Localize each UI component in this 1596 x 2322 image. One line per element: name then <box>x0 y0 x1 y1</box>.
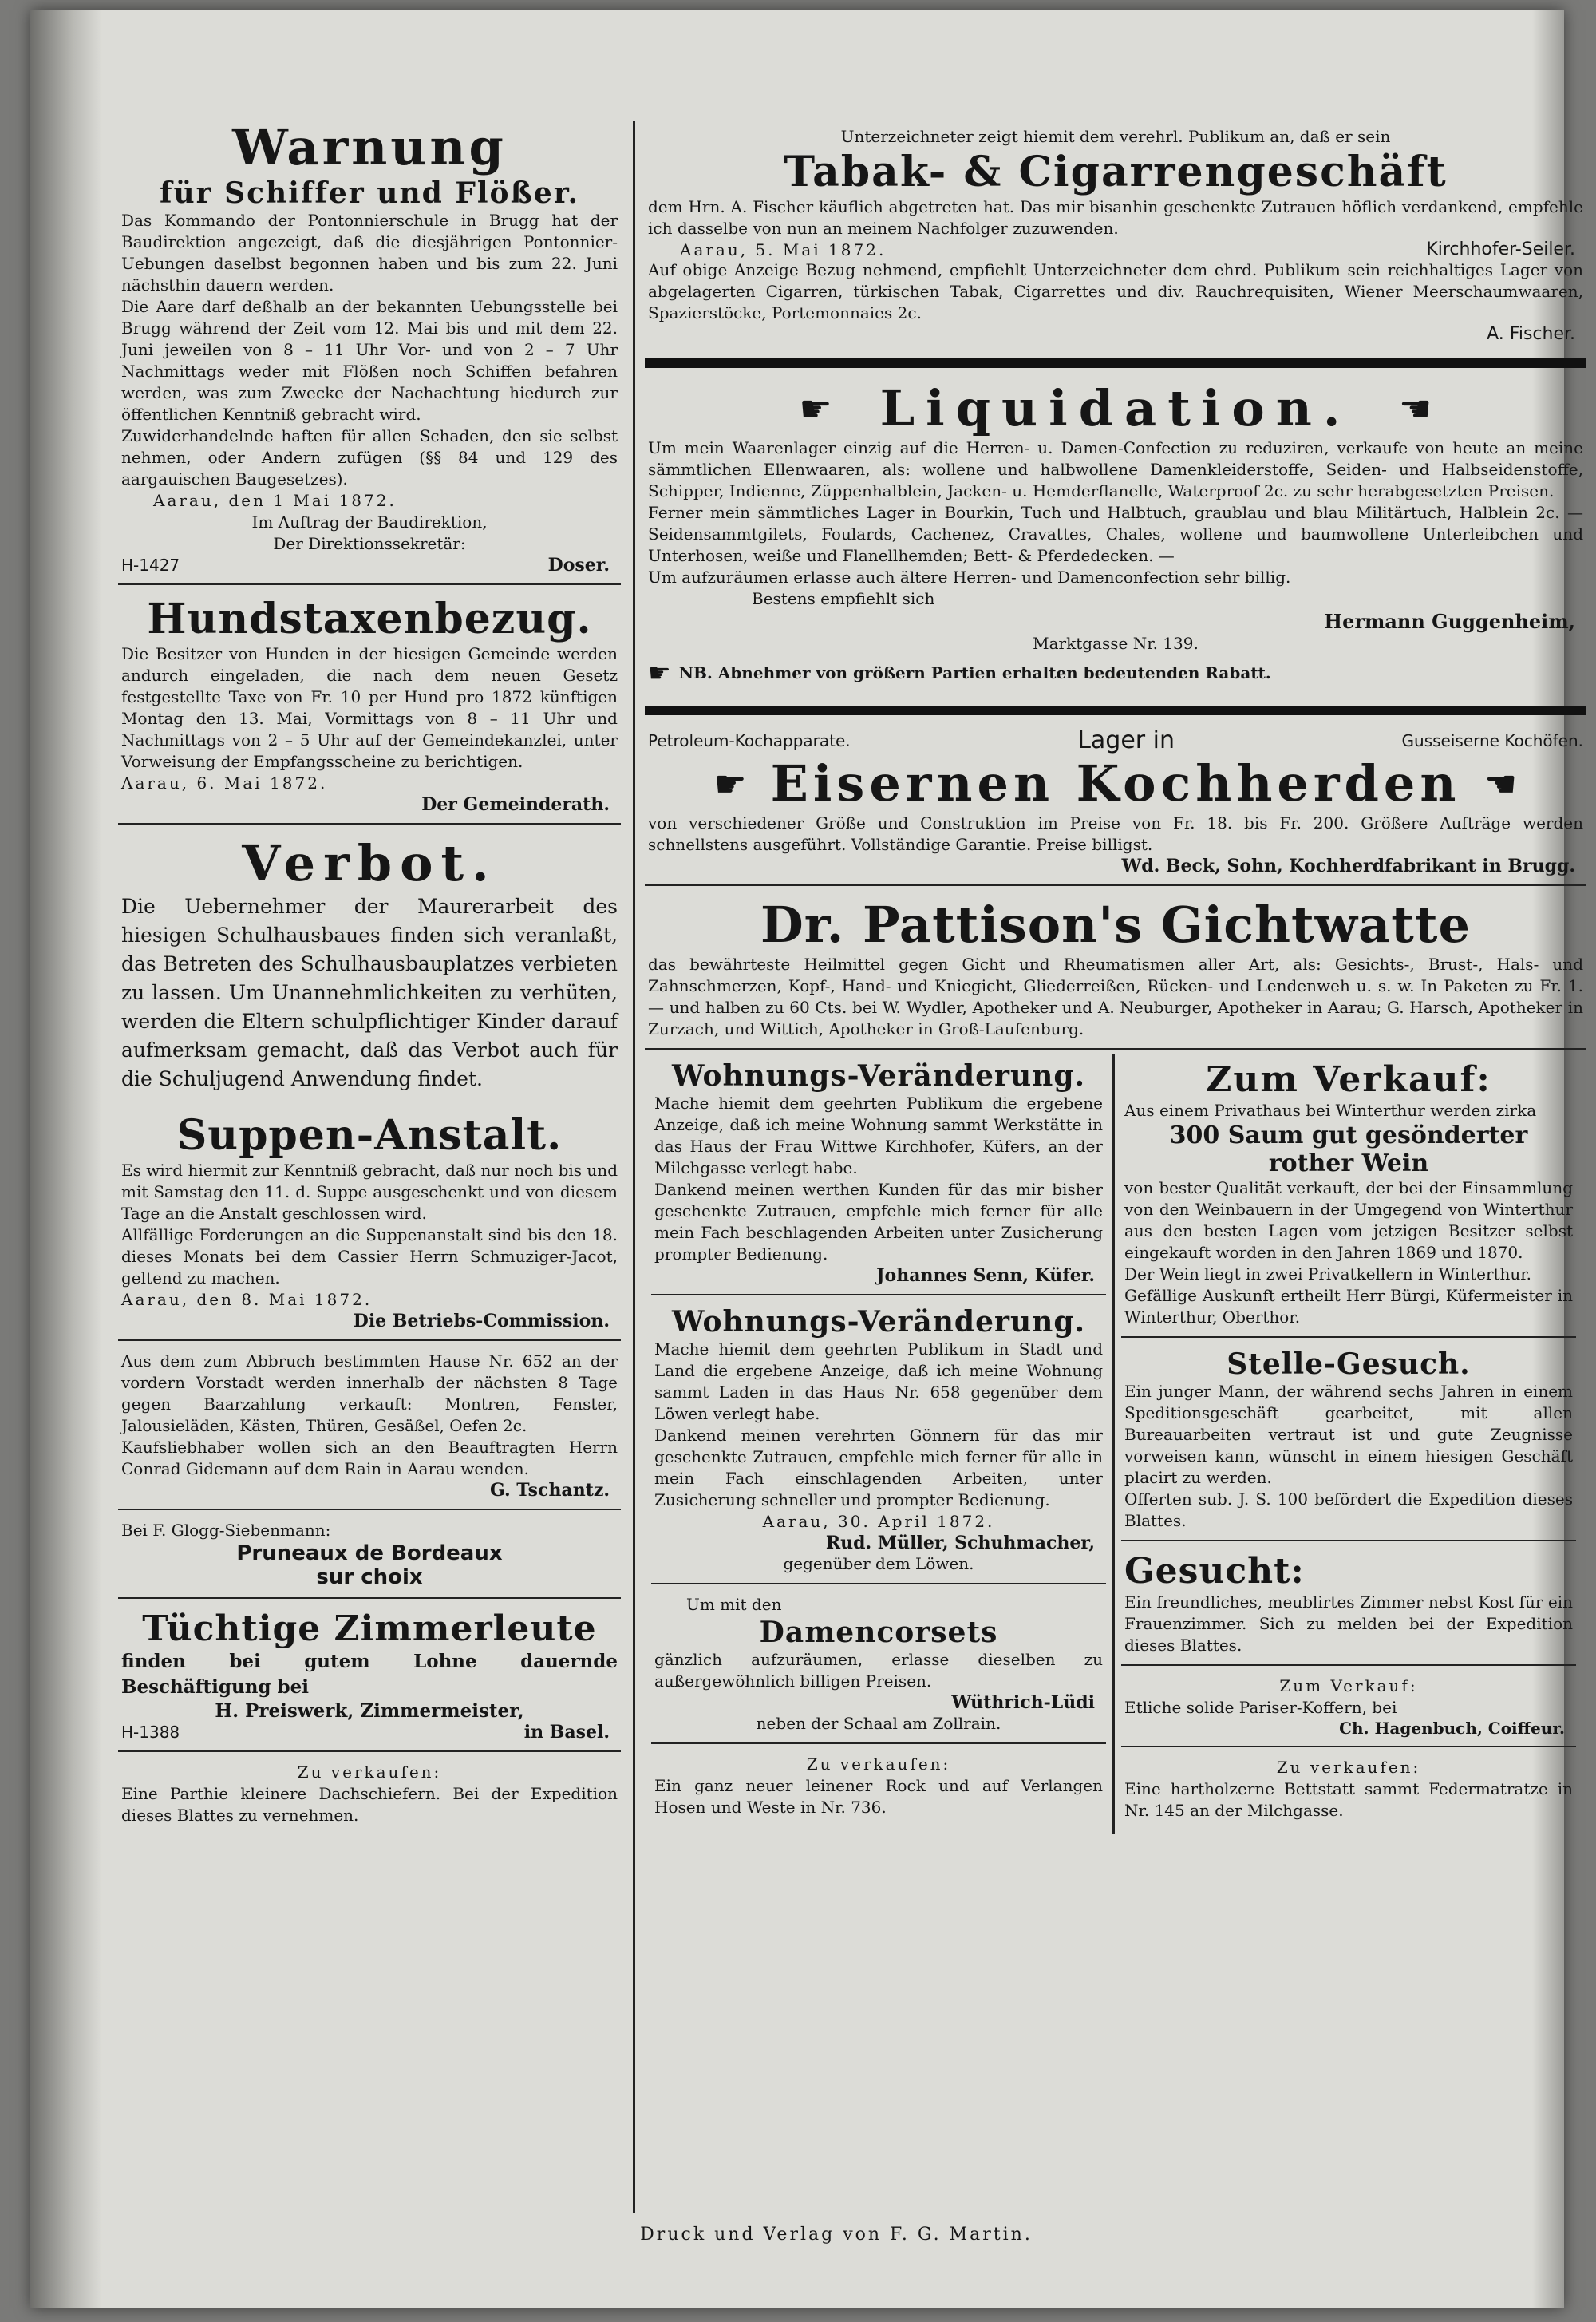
divider <box>645 706 1586 715</box>
ad-pattison <box>645 891 1586 1050</box>
ad-pruneaux <box>118 1515 621 1599</box>
pointing-hand-icon: ☛ <box>1399 386 1432 430</box>
column-rule <box>633 121 635 2213</box>
ad-address: Marktgasse Nr. 139. <box>1033 634 1199 653</box>
ad-body: Eine hartholzerne Bettstatt sammt Federmatratze in Nr. 145 an der Milchgasse. <box>1124 1779 1573 1820</box>
ad-body: Die Uebernehmer der Maurerarbeit des hiesigen Schulhausbaues finden sich veranlaßt, das Betreten des Schulhausbauplatzes verbieten zu lassen. Um Unannehmlichkeiten zu verhüten, werden die Eltern schulpflichtiger Kinder darauf aufmerksam gemacht, daß das Verbot auch für die Schuljugend Anwendung findet. <box>121 895 618 1090</box>
ad-reference: H-1427 <box>121 556 180 575</box>
ad-body: Zuwiderhandelnde haften für allen Schaden, den sie selbst nehmen, oder Andern zufügen (§§ 84 und 129 des aargauischen Baugesetzes). <box>121 426 618 489</box>
ad-damencorsets <box>651 1589 1106 1744</box>
ad-tabak <box>645 121 1586 352</box>
ad-date: Aarau, 6. Mai 1872. <box>121 773 328 793</box>
ad-kochherde <box>645 722 1586 886</box>
right-column <box>645 121 1586 2213</box>
ad-body: Gefällige Auskunft ertheilt Herr Bürgi, Küfermeister in Winterthur, Oberthor. <box>1124 1286 1573 1327</box>
ad-signature: Im Auftrag der Baudirektion, <box>251 512 488 532</box>
ad-signature: Kirchhofer-Seiler. <box>1426 239 1575 259</box>
ad-highlight: 300 Saum gut gesönderter <box>1169 1121 1528 1149</box>
ad-body: Aus dem zum Abbruch bestimmten Hause Nr. 652 an der vordern Vorstadt werden innerhalb der nächsten 8 Tage gegen Baarzahlung verkauft: Montren, Fenster, Jalousieläden, Kästen, Thüren, Gesäßel, Oefen 2c. <box>121 1351 618 1435</box>
ad-dachschiefern <box>118 1757 621 1834</box>
ad-body: Mache hiemit dem geehrten Publikum die ergebene Anzeige, daß ich meine Wohnung sammt Werkstätte in das Haus der Frau Wittwe Kirchhofer, Küfers, an der Milchgasse verlegt habe. <box>654 1094 1103 1177</box>
ad-title: Pruneaux de Bordeaux <box>236 1541 503 1565</box>
ad-warnung <box>118 113 621 585</box>
ad-wohnung-mueller <box>651 1300 1106 1584</box>
ad-label: Lager in <box>1077 726 1175 754</box>
ad-date: Aarau, 30. April 1872. <box>762 1512 995 1531</box>
ad-note: NB. Abnehmer von größern Partien erhalten bedeutenden Rabatt. <box>678 663 1271 682</box>
ad-title: Damencorsets <box>759 1616 998 1649</box>
divider <box>645 358 1586 368</box>
ad-subtitle: für Schiffer und Flößer. <box>159 176 580 210</box>
ad-verbot <box>118 829 621 1102</box>
ad-body: Kaufsliebhaber wollen sich an den Beauftragten Herrn Conrad Gidemann auf dem Rain in Aarau wenden. <box>121 1438 618 1478</box>
ad-body: Die Aare darf deßhalb an der bekannten Uebungsstelle bei Brugg während der Zeit vom 12. Mai bis und mit dem 22. Juni jeweilen von 8 – 11 Uhr Vor- und von 2 – 7 Uhr Nachmittags weder mit Flößen noch Schiffen befahren werden, was zum Zwecke der Nachachtung hiedurch zur öffentlichen Kenntniß gebracht wird. <box>121 297 618 424</box>
ad-body: Ein junger Mann, der während sechs Jahren in einem Speditionsgeschäft gearbeitet, mit allen Bureauarbeiten vertraut ist und gute Zeugnisse vorweisen kann, wünscht in einem hiesigen Geschäft placirt zu werden. <box>1124 1382 1573 1487</box>
ad-title: Warnung <box>232 118 507 176</box>
ad-signature: Die Betriebs-Commission. <box>353 1311 610 1331</box>
ad-signature: G. Tschantz. <box>489 1480 610 1501</box>
ad-title: Suppen-Anstalt. <box>176 1111 563 1160</box>
ad-signature: Rud. Müller, Schuhmacher, <box>825 1533 1095 1553</box>
ad-body: gänzlich aufzuräumen, erlasse dieselben zu außergewöhnlich billigen Preisen. <box>654 1650 1103 1691</box>
ad-gesucht <box>1121 1546 1576 1666</box>
ad-body: Das Kommando der Pontonnierschule in Brugg hat der Baudirektion angezeigt, daß die diesjährigen Pontonnier-Uebungen daselbst begonnen haben und bis zum 22. Juni nächsthin dauern werden. <box>121 211 618 295</box>
ad-body: Um aufzuräumen erlasse auch ältere Herren- und Damenconfection sehr billig. <box>648 568 1291 587</box>
pointing-hand-icon: ☛ <box>1484 761 1518 805</box>
ad-name: H. Preiswerk, Zimmermeister, <box>215 1700 524 1722</box>
ad-body: Mache hiemit dem geehrten Publikum in Stadt und Land die ergebene Anzeige, daß ich meine Wohnung sammt Laden in das Haus Nr. 658 gegenüber dem Löwen verlegt habe. <box>654 1339 1103 1423</box>
ad-wein <box>1121 1054 1576 1338</box>
ad-subtitle: sur choix <box>316 1565 423 1589</box>
ad-title: Stelle-Gesuch. <box>1227 1347 1471 1381</box>
ad-signature: Der Direktionssekretär: <box>273 534 466 553</box>
ad-body: Offerten sub. J. S. 100 befördert die Expedition dieses Blattes. <box>1124 1489 1573 1530</box>
ad-signature: Hermann Guggenheim, <box>1324 610 1575 633</box>
ad-title: Hundstaxenbezug. <box>147 595 592 643</box>
ad-heading: Zu verkaufen: <box>806 1754 951 1774</box>
ad-body: Aus einem Privathaus bei Winterthur werden zirka <box>1124 1101 1537 1120</box>
ad-body: Dankend meinen werthen Kunden für das mir bisher geschenkte Zutrauen, empfehle mich ferner für alle mein Fach beschlagenden Arbeiten unter Zusicherung prompter Bedienung. <box>654 1180 1103 1264</box>
ad-body: Um mein Waarenlager einzig auf die Herren- u. Damen-Confection zu reduziren, verkaufe von heute an meine sämmtlichen Ellenwaaren, als: wollene und halbwollene Damenkleiderstoffe, Seiden- und Halbseidenstoffe, Schipper, Indienne, Züppenhalblein, Jacken- u. Hemderflanelle, Waterproof 2c. zu sehr herabgesetzten Preisen. <box>648 438 1583 500</box>
ad-body: Es wird hiermit zur Kenntniß gebracht, daß nur noch bis und mit Samstag den 11. d. Suppe ausgeschenkt und von diesem Tage an die Anstalt geschlossen wird. <box>121 1161 618 1223</box>
ad-title: Tabak- & Cigarrengeschäft <box>784 148 1448 196</box>
subcolumn-right <box>1112 1054 1582 1834</box>
ad-body: Eine Parthie kleinere Dachschiefern. Bei der Expedition dieses Blattes zu vernehmen. <box>121 1784 618 1825</box>
ad-body: Die Besitzer von Hunden in der hiesigen Gemeinde werden andurch eingeladen, die nach dem neuen Gesetz festgestellte Taxe von Fr. 10 per Hund pro 1872 künftigen Montag den 13. Mai, Vormittags von 8 – 11 Uhr und Nachmittags von 2 – 5 Uhr auf der Gemeindekanzlei, unter Vorweisung der Empfangsscheine zu berichtigen. <box>121 644 618 771</box>
subcolumn-left <box>645 1054 1112 1834</box>
newspaper-page <box>30 10 1583 2308</box>
ad-date: Aarau, den 1 Mai 1872. <box>153 491 397 510</box>
ad-heading: Zum Verkauf: <box>1279 1676 1418 1695</box>
ad-stelle-gesuch <box>1121 1343 1576 1541</box>
pointing-hand-icon: ☛ <box>648 658 671 688</box>
ad-signature: Doser. <box>547 555 610 576</box>
ad-label: Petroleum-Kochapparate. <box>648 730 851 750</box>
ad-body: Der Wein liegt in zwei Privatkellern in Winterthur. <box>1124 1264 1532 1284</box>
ad-liquidation <box>645 374 1586 699</box>
imprint: Druck und Verlag von F. G. Martin. <box>640 2225 1033 2245</box>
ad-body: von verschiedener Größe und Construktion im Preise von Fr. 18. bis Fr. 200. Größere Aufträge werden schnellstens ausgeführt. Vollständige Garantie. Preise billigst. <box>648 813 1583 854</box>
ad-body: Bei F. Glogg-Siebenmann: <box>121 1521 331 1540</box>
ad-intro: Unterzeichneter zeigt hiemit dem verehrl. Publikum an, daß er sein <box>840 127 1391 146</box>
ad-body: finden bei gutem Lohne dauernde Beschäftigung bei <box>121 1651 618 1698</box>
ad-reference: H-1388 <box>121 1723 180 1742</box>
ad-title: Liquidation. <box>879 379 1352 437</box>
pointing-hand-icon: ☛ <box>713 761 747 805</box>
ad-body: Auf obige Anzeige Bezug nehmend, empfiehlt Unterzeichneter dem ehrd. Publikum sein reichhaltiges Lager von abgelagerten Cigarren, türkischen Tabak, Cigarrettes und div. Rauchrequisiten, Wiener Meerschaumwaaren, Spazierstöcke, Portemonnaies 2c. <box>648 260 1583 322</box>
ad-title: Verbot. <box>242 834 497 892</box>
ad-bettstatt <box>1121 1752 1576 1830</box>
ad-greeting: Bestens empfiehlt sich <box>752 589 935 608</box>
pointing-hand-icon: ☛ <box>799 386 832 430</box>
ad-title: Eisernen Kochherden <box>770 754 1461 813</box>
left-column <box>118 113 621 2213</box>
ad-heading: Zu verkaufen: <box>297 1762 442 1782</box>
ad-signature: Wüthrich-Lüdi <box>951 1692 1095 1713</box>
ad-intro: Um mit den <box>686 1595 782 1614</box>
ad-signature: A. Fischer. <box>1487 324 1575 344</box>
ad-body: Ein freundliches, meublirtes Zimmer nebst Kost für ein Frauenzimmer. Sich zu melden bei der Expedition dieses Blattes. <box>1124 1592 1573 1655</box>
ad-body: Ferner mein sämmtliches Lager in Bourkin, Tuch und Halbtuch, graublau und blau Militärtuch, Halblein 2c. — Seidensammtgilets, Foulards, Cachenez, Cravattes, Chales, wollene und baumwollene Unterleibchen und Unterhosen, weiße und Flanellhemden; Bett- & Pferdedecken. — <box>648 503 1583 565</box>
ad-title: Tüchtige Zimmerleute <box>142 1608 597 1649</box>
ad-rock <box>651 1749 1106 1826</box>
ad-signature: Ch. Hagenbuch, Coiffeur. <box>1339 1719 1565 1738</box>
ad-body: von bester Qualität verkauft, der bei der Einsammlung von den Weinbauern in der Umgegend von Winterthur aus den besten Lagen vom jetzigen Besitzer selbst eingekauft worden in den Jahren 1869 und 1870. <box>1124 1178 1573 1262</box>
ad-title: Wohnungs-Veränderung. <box>671 1059 1086 1093</box>
ad-title: Gesucht: <box>1124 1551 1305 1592</box>
ad-body: Allfällige Forderungen an die Suppenanstalt sind bis den 18. dieses Monats bei dem Cassier Herrn Schmuziger-Jacot, geltend zu machen. <box>121 1225 618 1288</box>
ad-body: das bewährteste Heilmittel gegen Gicht und Rheumatismen aller Art, als: Gesichts-, Brust-, Hals- und Zahnschmerzen, Kopf-, Hand- und Kniegicht, Gliederreißen, Rücken- und Lendenweh u. s. w. In Paketen zu Fr. 1. — und halben zu 60 Cts. bei W. Wydler, Apotheker und A. Neuburger, Apotheker in Aarau; G. Harsch, Apotheker in Zurzach, und Wittich, Apotheker in Groß-Laufenburg. <box>648 955 1583 1038</box>
ad-zimmerleute <box>118 1604 621 1752</box>
ad-title: Wohnungs-Veränderung. <box>671 1305 1086 1339</box>
ad-signature: Wd. Beck, Sohn, Kochherdfabrikant in Brugg. <box>1121 856 1575 876</box>
ad-body: dem Hrn. A. Fischer käuflich abgetreten hat. Das mir bisanhin geschenkte Zutrauen höflich verdankend, empfehle ich dasselbe von nun an meinem Nachfolger zuzuwenden. <box>648 197 1583 238</box>
ad-address: gegenüber dem Löwen. <box>783 1554 974 1573</box>
ad-wohnung-senn <box>651 1054 1106 1295</box>
ad-address: neben der Schaal am Zollrain. <box>756 1714 1001 1733</box>
ad-hundstaxen <box>118 590 621 825</box>
ad-koffern <box>1121 1671 1576 1747</box>
ad-title: Zum Verkauf: <box>1206 1059 1491 1100</box>
ad-signature: Johannes Senn, Küfer. <box>876 1265 1095 1286</box>
ad-body: Dankend meinen verehrten Gönnern für das mir geschenkte Zutrauen, empfehle mich ferner für alle in mein Fach einschlagenden Arbeiten, unter Zusicherung schneller und prompter Bedienung. <box>654 1426 1103 1509</box>
ad-signature: in Basel. <box>523 1722 610 1742</box>
ad-abbruch <box>118 1346 621 1510</box>
ad-suppen-anstalt <box>118 1106 621 1341</box>
ad-body: Ein ganz neuer leinener Rock und auf Verlangen Hosen und Weste in Nr. 736. <box>654 1776 1103 1817</box>
ad-body: Etliche solide Pariser-Koffern, bei <box>1124 1698 1397 1717</box>
ad-highlight: rother Wein <box>1268 1149 1429 1177</box>
binding-gutter <box>30 10 102 2308</box>
ad-date: Aarau, 5. Mai 1872. <box>680 239 887 259</box>
ad-title: Dr. Pattison's Gichtwatte <box>760 896 1471 954</box>
ad-label: Gusseiserne Kochöfen. <box>1401 730 1583 750</box>
ad-heading: Zu verkaufen: <box>1276 1758 1421 1777</box>
two-column-section <box>645 1054 1586 1834</box>
ad-date: Aarau, den 8. Mai 1872. <box>121 1290 373 1309</box>
ad-signature: Der Gemeinderath. <box>421 794 610 815</box>
